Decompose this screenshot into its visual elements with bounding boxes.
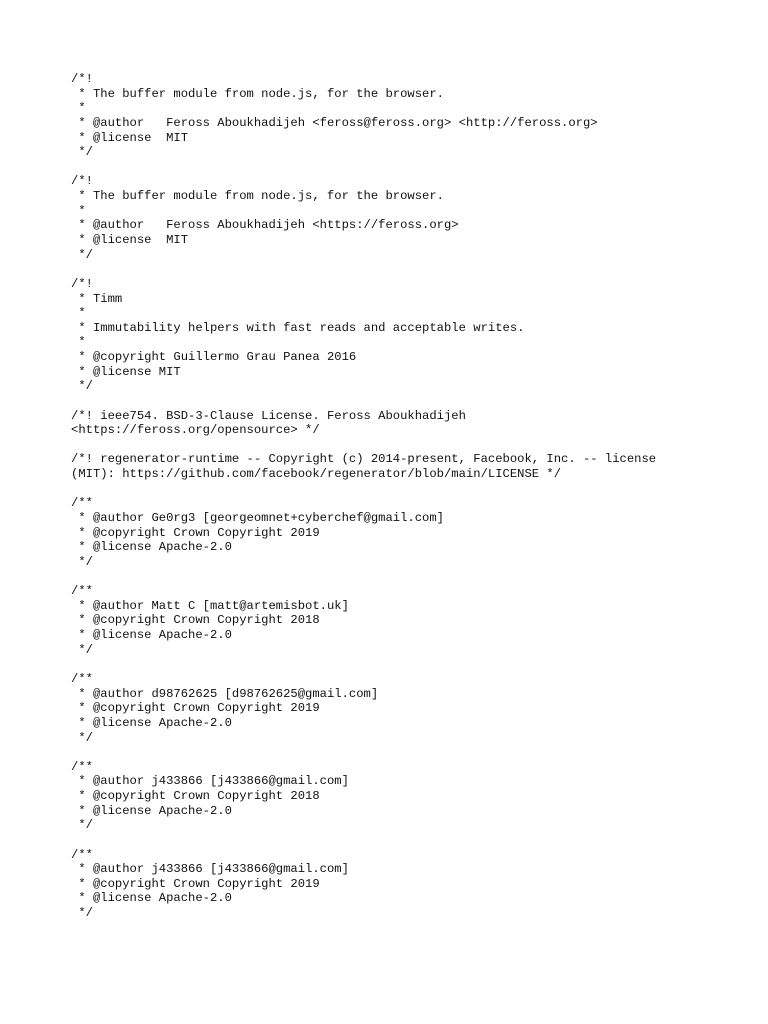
comment-line: * @copyright Guillermo Grau Panea 2016	[71, 350, 357, 365]
comment-line: */	[71, 554, 93, 569]
comment-line: * @license MIT	[71, 233, 189, 247]
comment-line: * Timm	[71, 291, 123, 306]
comment-line: * @author Ge0rg3 [georgeomnet+cyberchef@gmail.com]	[71, 510, 444, 525]
comment-line: /*! ieee754. BSD-3-Clause License. Feross Aboukhadijeh	[71, 408, 466, 423]
comment-line: * @copyright Crown Copyright 2018	[71, 613, 320, 628]
comment-line: */	[71, 247, 93, 262]
comment-line: * @license Apache-2.0	[71, 540, 232, 555]
comment-line: * @copyright Crown Copyright 2019	[71, 701, 320, 716]
comment-line: */	[71, 906, 93, 921]
comment-line: /*!	[71, 72, 93, 86]
comment-line: /**	[71, 847, 93, 862]
comment-line: * @copyright Crown Copyright 2018	[71, 789, 320, 804]
comment-line: /*!	[71, 276, 93, 291]
license-comment-block	[71, 452, 731, 481]
comment-line: * @author j433866 [j433866@gmail.com]	[71, 774, 349, 789]
comment-line: * @author Feross Aboukhadijeh <https://feross.org>	[71, 218, 459, 233]
comment-line: * @license Apache-2.0	[71, 715, 232, 730]
license-comment-block	[71, 174, 731, 262]
comment-line: *	[71, 101, 86, 116]
license-comment-block	[71, 672, 731, 745]
comment-line: */	[71, 379, 93, 394]
license-comment-block	[71, 584, 731, 657]
license-comment-block	[71, 72, 731, 160]
comment-line: /*! regenerator-runtime -- Copyright (c) 2014-present, Facebook, Inc. -- license	[71, 452, 657, 467]
comment-line: *	[71, 335, 86, 350]
comment-line: * The buffer module from node.js, for the browser.	[71, 86, 444, 101]
comment-line: * @author Matt C [matt@artemisbot.uk]	[71, 598, 349, 613]
comment-line: /**	[71, 759, 93, 774]
comment-line: /**	[71, 584, 93, 599]
comment-line: * @author j433866 [j433866@gmail.com]	[71, 862, 349, 877]
license-comment-block	[71, 277, 731, 394]
comment-line: /**	[71, 671, 93, 686]
comment-line: /*!	[71, 174, 93, 189]
comment-line: * @license Apache-2.0	[71, 803, 232, 818]
comment-line: *	[71, 203, 86, 218]
comment-line: (MIT): https://github.com/facebook/regenerator/blob/main/LICENSE */	[71, 467, 562, 482]
comment-line: */	[71, 818, 93, 833]
license-comment-block	[71, 760, 731, 833]
comment-line: * @author d98762625 [d98762625@gmail.com]	[71, 686, 379, 701]
license-comment-block	[71, 409, 731, 438]
comment-line: * @license MIT	[71, 130, 189, 145]
comment-line: <https://feross.org/opensource> */	[71, 423, 320, 438]
comment-line: */	[71, 145, 93, 160]
comment-line: * @author Feross Aboukhadijeh <feross@feross.org> <http://feross.org>	[71, 115, 598, 130]
comment-line: /**	[71, 496, 93, 511]
comment-line: */	[71, 730, 93, 745]
comment-line: * @copyright Crown Copyright 2019	[71, 525, 320, 540]
comment-line: *	[71, 306, 86, 321]
comment-line: * @copyright Crown Copyright 2019	[71, 876, 320, 891]
comment-line: */	[71, 642, 93, 657]
license-comment-block	[71, 848, 731, 921]
license-comment-block	[71, 496, 731, 569]
comment-line: * The buffer module from node.js, for the browser.	[71, 189, 444, 204]
comment-line: * @license MIT	[71, 364, 181, 379]
comment-line: * @license Apache-2.0	[71, 628, 232, 643]
comment-line: * Immutability helpers with fast reads and acceptable writes.	[71, 320, 525, 335]
license-document	[71, 72, 731, 935]
comment-line: * @license Apache-2.0	[71, 891, 232, 906]
